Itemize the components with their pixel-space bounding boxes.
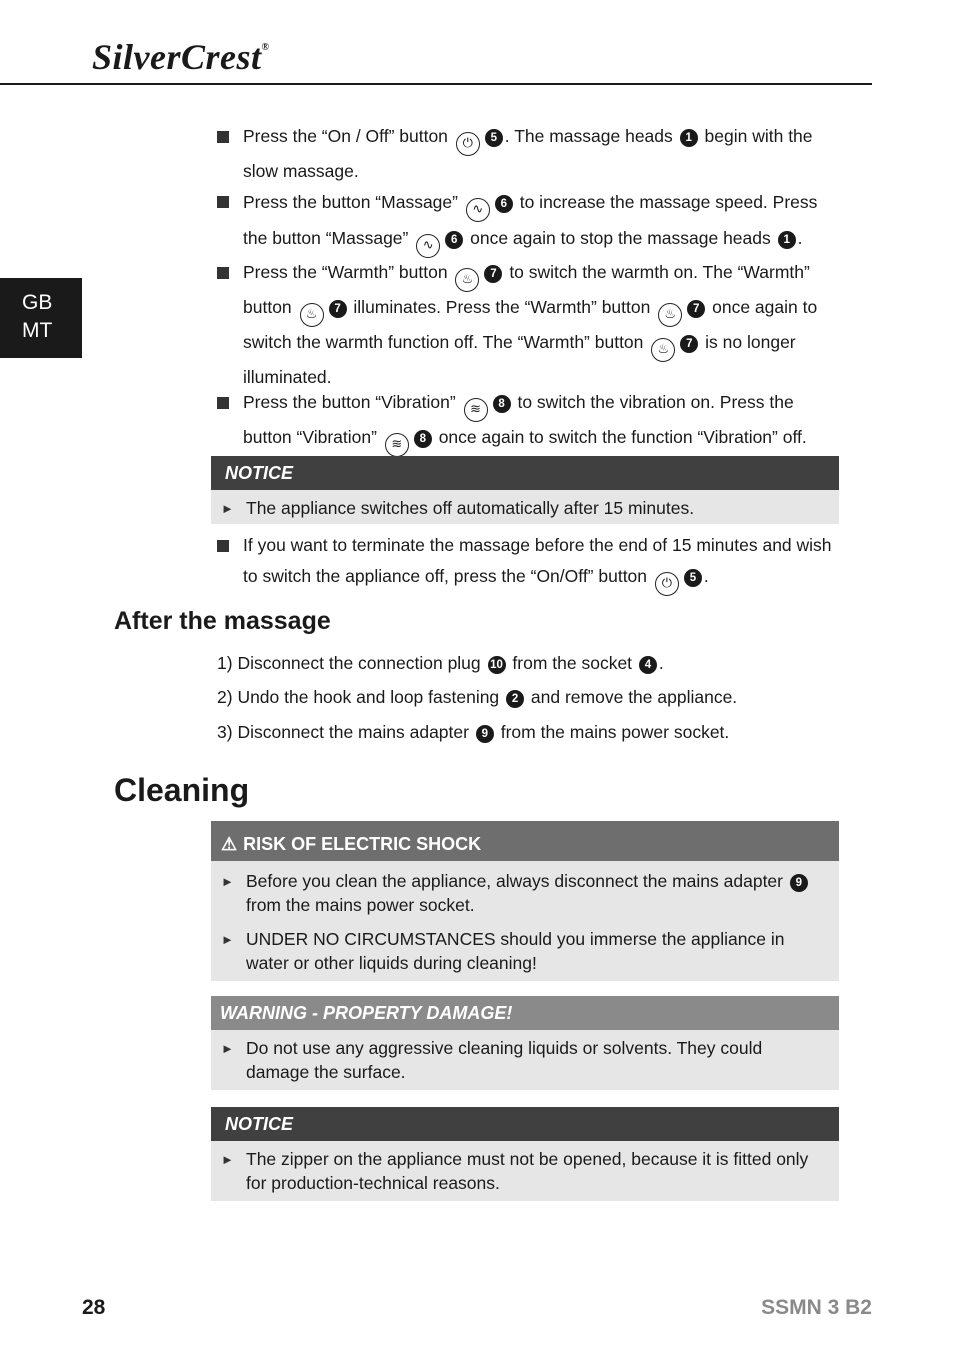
ref-number: 1 [680,129,698,147]
warmth-icon: ♨ [300,303,324,327]
bullet-square-icon [217,397,229,409]
notice-item: ► The appliance switches off automatically after 15 minutes. [211,490,839,524]
step-item: 2) Undo the hook and loop fastening 2 and remove the appliance. [217,687,738,707]
bullet-square-icon [217,131,229,143]
brand-logo: SilverCrest® [92,37,270,77]
ref-number: 1 [778,231,796,249]
vibration-icon: ≋ [385,433,409,457]
ref-number: 7 [687,300,705,318]
bullet-item: Press the “Warmth” button ♨ 7 to switch the warmth on. The “Warmth” button ♨ 7 illuminates. Press the “Warmth” button ♨ 7 once again to switch the warmth function off. The “Warmth” button ♨ 7 is no longer illuminated. [217,257,837,392]
risk-title: ⚠ RISK OF ELECTRIC SHOCK [211,821,839,861]
ref-number: 9 [476,725,494,743]
warning-box [211,996,839,1090]
triangle-bullet-icon: ► [221,1041,234,1056]
ref-number: 7 [484,265,502,283]
bullet-item: Press the button “Vibration” ≋ 8 to switch the vibration on. Press the button “Vibration” ≋ 8 once again to switch the function “Vibration” off. [217,387,837,457]
ref-number: 2 [506,690,524,708]
section-heading-after-massage: After the massage [114,607,331,635]
section-heading-cleaning: Cleaning [114,772,250,808]
triangle-bullet-icon: ► [221,874,234,889]
step-item: 3) Disconnect the mains adapter 9 from the mains power socket. [217,722,730,742]
ref-number: 8 [493,395,511,413]
risk-item: ► Before you clean the appliance, always disconnect the mains adapter 9 from the mains power socket. [211,861,839,921]
bullet-item: Press the button “Massage” ∿ 6 to increase the massage speed. Press the button “Massage” ∿ 6 once again to stop the massage heads 1 . [217,186,837,258]
warning-title: WARNING - PROPERTY DAMAGE! [211,996,839,1030]
triangle-bullet-icon: ► [221,932,234,947]
notice-box [211,1107,839,1201]
power-icon: ⏻ [655,572,679,596]
notice-title: NOTICE [211,1107,839,1141]
risk-box [211,821,839,981]
step-item: 1) Disconnect the connection plug 10 from the socket 4 . [217,653,664,673]
vibration-icon: ≋ [464,398,488,422]
notice-box [211,456,839,524]
lang-mt: MT [22,319,53,342]
header-rule [0,83,872,85]
warmth-icon: ♨ [651,338,675,362]
bullet-square-icon [217,540,229,552]
warning-item: ► Do not use any aggressive cleaning liquids or solvents. They could damage the surface. [221,1038,763,1082]
triangle-bullet-icon: ► [221,1152,234,1167]
warmth-icon: ♨ [658,303,682,327]
ref-number: 5 [485,129,503,147]
warmth-icon: ♨ [455,268,479,292]
ref-number: 6 [495,195,513,213]
ref-number: 9 [790,874,808,892]
power-icon: ⏻ [456,132,480,156]
lang-gb: GB [22,291,53,314]
triangle-bullet-icon: ► [221,501,234,516]
ref-number: 6 [445,231,463,249]
bullet-square-icon [217,267,229,279]
bullet-square-icon [217,196,229,208]
language-tab [0,278,82,358]
notice-item: ► The zipper on the appliance must not be opened, because it is fitted only for production-technical reasons. [221,1149,809,1193]
page-number: 28 [82,1296,106,1319]
massage-icon: ∿ [466,198,490,222]
ref-number: 10 [488,656,506,674]
model-number: SSMN 3 B2 [761,1296,872,1319]
ref-number: 5 [684,569,702,587]
bullet-item: If you want to terminate the massage before the end of 15 minutes and wish to switch the appliance off, press the “On/Off” button ⏻ 5 . [217,530,837,596]
bullet-item: Press the “On / Off” button ⏻ 5 . The massage heads 1 begin with the slow massage. [217,121,837,186]
ref-number: 7 [329,300,347,318]
massage-icon: ∿ [416,234,440,258]
risk-item: ► UNDER NO CIRCUMSTANCES should you immerse the appliance in water or other liquids during cleaning! [221,929,785,973]
ref-number: 8 [414,430,432,448]
ref-number: 7 [680,335,698,353]
ref-number: 4 [639,656,657,674]
notice-title: NOTICE [211,456,839,490]
warning-triangle-icon: ⚠ [221,834,238,854]
